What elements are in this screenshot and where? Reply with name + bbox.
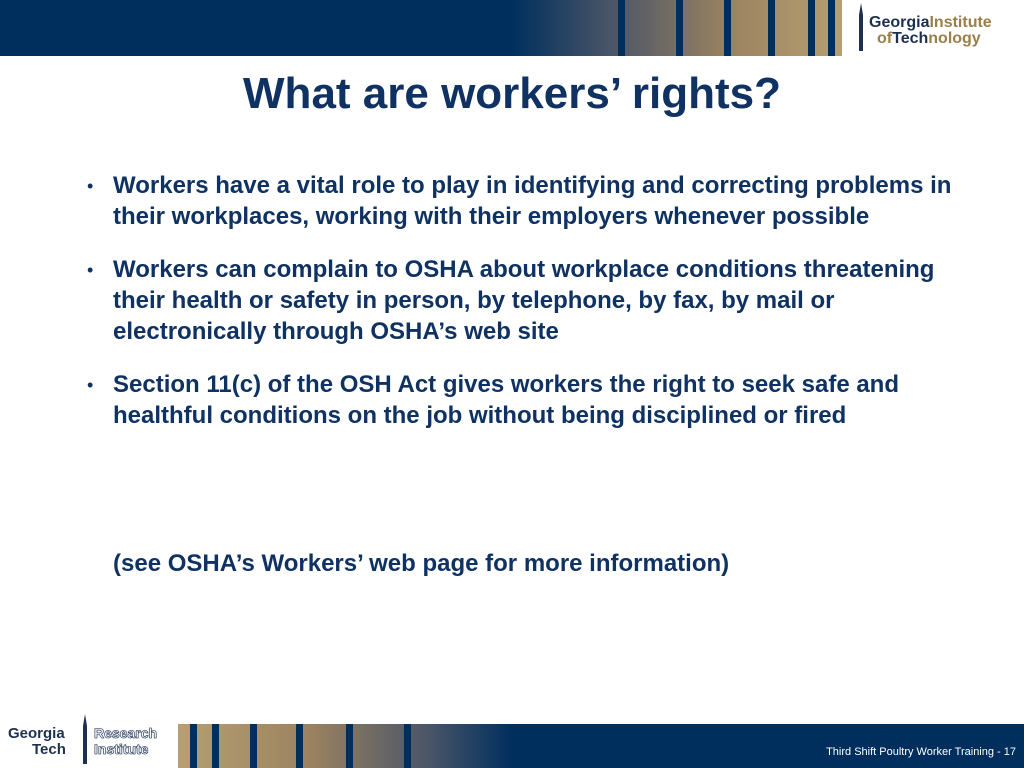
footer-stripe [190, 724, 197, 768]
header-stripe [828, 0, 835, 56]
bullet-dot-icon: • [87, 176, 94, 196]
bullet-text: Section 11(c) of the OSH Act gives workers the right to seek safe and healthful conditions on the job without being disciplined or fired [113, 371, 899, 429]
tech-tower-icon [855, 3, 867, 53]
logo-tech: Tech [892, 30, 929, 47]
bullet-item [87, 369, 957, 431]
logo-line-2 [877, 31, 981, 47]
slide-title: What are workers’ rights? [243, 69, 781, 118]
header-stripe [676, 0, 683, 56]
gtri-institute: Institute [94, 741, 149, 757]
gtri-research: Research [94, 725, 158, 741]
tech-tower-icon [80, 714, 90, 766]
header-band [0, 0, 512, 56]
gtri-georgia: Georgia [8, 725, 65, 742]
bullet-dot-icon: • [87, 375, 94, 395]
footer-stripe [346, 724, 353, 768]
header-stripe [808, 0, 815, 56]
logo-georgia: Georgia [869, 14, 930, 31]
bullet-list [87, 170, 957, 453]
bullet-text: Workers have a vital role to play in identifying and correcting problems in their workplaces, working with their employers whenever possible [113, 172, 952, 230]
bullet-text: Workers can complain to OSHA about workplace conditions threatening their health or safety in person, by telephone, by fax, by mail or electronically through OSHA’s web site [113, 256, 935, 345]
gtri-tech: Tech [32, 741, 66, 758]
footer-gradient [178, 724, 512, 768]
footer-page-label: Third Shift Poultry Worker Training - 17 [826, 746, 1016, 758]
header-stripe [724, 0, 731, 56]
footer-stripe [404, 724, 411, 768]
bullet-item [87, 254, 957, 347]
more-info-note: (see OSHA’s Workers’ web page for more information) [113, 550, 730, 577]
logo-nology: nology [928, 30, 981, 47]
footer-stripe [250, 724, 257, 768]
georgia-tech-logo [855, 3, 1015, 55]
logo-of: of [877, 30, 893, 47]
footer-stripe [212, 724, 219, 768]
header-stripe [768, 0, 775, 56]
gtri-logo [0, 712, 178, 768]
logo-line-1 [869, 15, 992, 31]
logo-institute: Institute [929, 14, 992, 31]
bullet-item [87, 170, 957, 232]
header-stripe [618, 0, 625, 56]
footer-stripe [296, 724, 303, 768]
bullet-dot-icon: • [87, 260, 94, 280]
